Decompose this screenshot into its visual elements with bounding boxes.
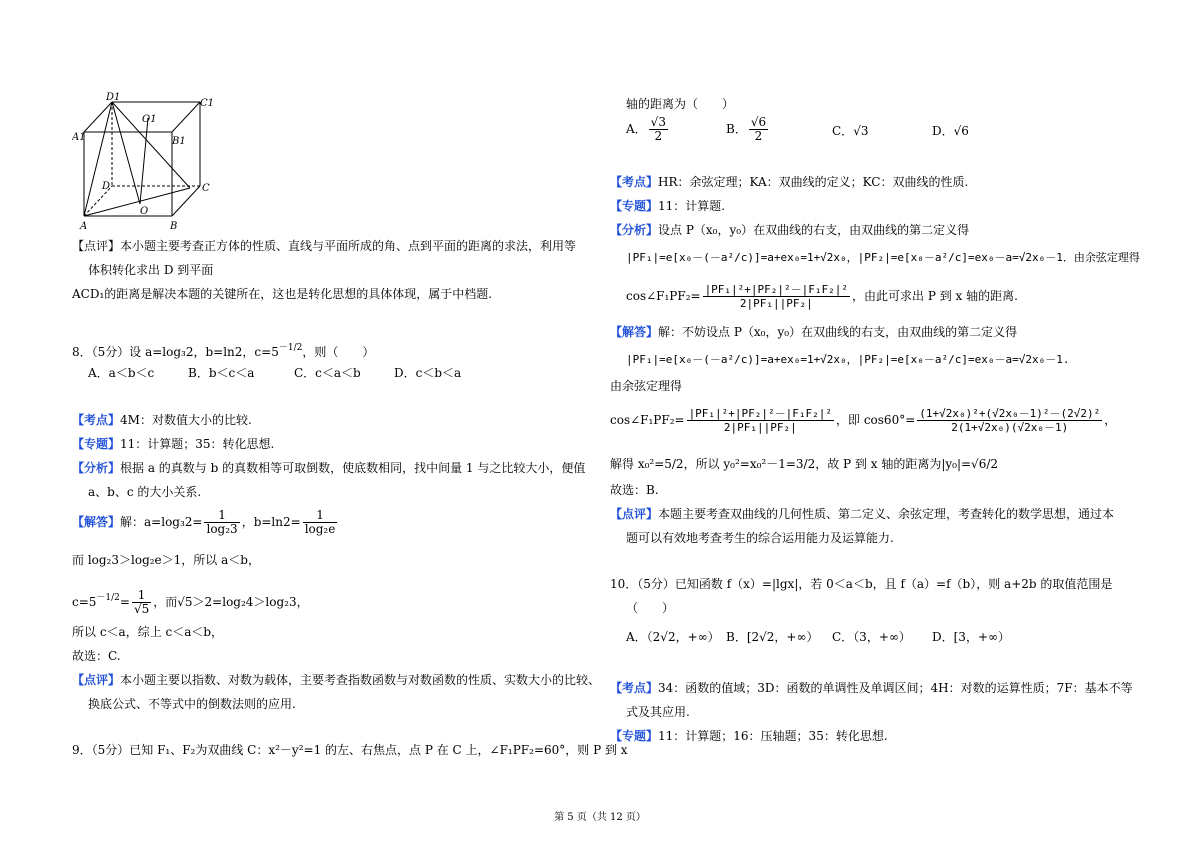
q8-jieda-frac1-num: 1 bbox=[204, 509, 239, 523]
dianping-intro: 【点评】本小题主要考查正方体的性质、直线与平面所成的角、点到平面的距离的求法，利用等 bbox=[72, 239, 577, 253]
q9-jieda4-num1: |PF₁|²+|PF₂|²－|F₁F₂|² bbox=[688, 407, 833, 420]
q9-kaodian-tag: 【考点】 bbox=[610, 175, 659, 189]
q9-stem: 9．（5分）已知 F₁、F₂为双曲线 C：x²－y²=1 的左、右焦点，点 P 在 C 上，∠F₁PF₂=60°，则 P 到 x bbox=[72, 743, 628, 757]
q8-line-2: 而 log₂3＞log₂e＞1，所以 a＜b， bbox=[72, 553, 260, 567]
q9-zhuanti-text: 11：计算题. bbox=[658, 199, 726, 213]
q8-jieda-frac1-den: log₂3 bbox=[206, 522, 238, 536]
q8-line-3 bbox=[72, 584, 309, 616]
q9-fenxi3-b: ，由此可求出 P 到 x 轴的距离. bbox=[852, 289, 1018, 303]
q9-option-a-num: √3 bbox=[650, 115, 666, 129]
q9-jieda4-fraction-2 bbox=[917, 407, 1102, 434]
q9-jieda4-c: ， bbox=[1104, 413, 1117, 427]
q8-fenxi bbox=[72, 460, 585, 476]
q8-jieda-fraction-1 bbox=[204, 509, 239, 536]
q9-jieda-2: |PF₁|=e[x₀－(－a²/c)]=a+ex₀=1+√2x₀，|PF₂|=e[x₀－a²/c]=ex₀－a=√2x₀－1. bbox=[626, 353, 1070, 366]
q10-option-d: D．[3，+∞） bbox=[932, 630, 1010, 644]
figure-label-c: C bbox=[202, 183, 210, 194]
q9-option-a bbox=[626, 116, 670, 143]
q10-option-c: C．（3，+∞） bbox=[832, 630, 911, 644]
q9-option-c bbox=[832, 122, 868, 139]
q9-fenxi3-a: cos∠F₁PF₂= bbox=[626, 289, 701, 303]
q8-jieda-tag: 【解答】 bbox=[72, 515, 121, 529]
q9-option-b-num: √6 bbox=[750, 115, 767, 129]
q10-kaodian bbox=[610, 680, 1133, 696]
q8-fenxi-tag: 【分析】 bbox=[72, 461, 121, 475]
q10-stem: 10．（5分）已知函数 f（x）=|lgx|，若 0＜a＜b，且 f（a）=f（b），则 a+2b 的取值范围是 bbox=[610, 577, 1113, 591]
q9-option-a-frac bbox=[649, 116, 668, 143]
figure-label-a1: A1 bbox=[72, 132, 86, 143]
q8-option-c: C．c＜a＜b bbox=[294, 366, 361, 380]
q8-stem bbox=[72, 340, 374, 360]
q10-zhuanti bbox=[610, 728, 888, 744]
q8-jieda-text: 解：a=log₃2= bbox=[120, 515, 203, 529]
dianping-intro-2: 体积转化求出 D 到平面 bbox=[88, 263, 214, 277]
q9-option-d-value: √6 bbox=[953, 124, 969, 138]
q9-jieda4-b: ，即 cos60°= bbox=[836, 413, 916, 427]
figure-label-d1: D1 bbox=[106, 92, 121, 103]
q10-option-b: B．[2√2，+∞） bbox=[726, 630, 819, 644]
q8-stem-exponent: －1/2 bbox=[278, 343, 303, 353]
q9-option-c-label: C． bbox=[832, 124, 854, 138]
page-footer: 第 5 页（共 12 页） bbox=[554, 812, 646, 823]
q9-option-b-den: 2 bbox=[754, 129, 763, 143]
q10-paren: （ ） bbox=[626, 601, 675, 615]
q9-jieda4-den1: 2|PF₁||PF₂| bbox=[723, 421, 797, 434]
q9-option-b-frac bbox=[749, 116, 768, 143]
q10-kaodian-tag: 【考点】 bbox=[610, 681, 659, 695]
q8-jieda-mid: ，b=ln2= bbox=[241, 515, 301, 529]
figure-label-b1: B1 bbox=[172, 136, 186, 147]
q8-stem-text: 8．（5分）设 a=log₃2，b=ln2，c=5 bbox=[72, 345, 279, 359]
q8-fenxi-2: a、b、c 的大小关系. bbox=[88, 485, 202, 499]
q9-dianping-tag: 【点评】 bbox=[610, 507, 659, 521]
q9-jieda4-num2: (1+√2x₀)²+(√2x₀－1)²－(2√2)² bbox=[919, 407, 1101, 420]
q9-dianping bbox=[610, 506, 1114, 522]
q8-fenxi-text: 根据 a 的真数与 b 的真数相等可取倒数，使底数相同，找中间量 1 与之比较大小，便值 bbox=[120, 461, 586, 475]
q9-zhuanti-tag: 【专题】 bbox=[610, 199, 659, 213]
q8-kaodian bbox=[72, 412, 252, 428]
q9-option-d-label: D． bbox=[932, 124, 954, 138]
q9-jieda-6: 故选：B. bbox=[610, 483, 659, 497]
figure-label-a: A bbox=[80, 221, 88, 232]
q9-jieda4-fraction-1 bbox=[687, 407, 834, 434]
q8-dianping-tag: 【点评】 bbox=[72, 673, 121, 687]
q9-option-b-label: B． bbox=[726, 122, 747, 136]
q9-jieda-3: 由余弦定理得 bbox=[610, 379, 683, 393]
q9-dianping-text: 本题主要考查双曲线的几何性质、第二定义、余弦定理，考查转化的数学思想，通过本 bbox=[658, 507, 1115, 521]
q8-jieda-frac2-den: log₂e bbox=[304, 522, 336, 536]
q9-jieda bbox=[610, 324, 1017, 340]
q9-jieda-tag: 【解答】 bbox=[610, 325, 659, 339]
q9-fenxi bbox=[610, 222, 969, 238]
q9-stem-continued: 轴的距离为（ ） bbox=[626, 97, 735, 111]
dianping-intro-3: ACD₁的距离是解决本题的关键所在，这也是转化思想的具体体现，属于中档题. bbox=[72, 287, 493, 301]
q9-option-b bbox=[726, 116, 770, 143]
q9-fenxi-2: |PF₁|=e[x₀－(－a²/c)]=a+ex₀=1+√2x₀，|PF₂|=e[x₀－a²/c]=ex₀－a=√2x₀－1．由余弦定理得 bbox=[626, 251, 1140, 264]
q8-zhuanti-text: 11：计算题；35：转化思想. bbox=[120, 437, 275, 451]
figure-label-d: D bbox=[102, 181, 111, 192]
q9-kaodian bbox=[610, 174, 968, 190]
q8-option-d: D．c＜b＜a bbox=[394, 366, 462, 380]
q9-fenxi-text: 设点 P（x₀，y₀）在双曲线的右支，由双曲线的第二定义得 bbox=[658, 223, 970, 237]
q9-jieda-text: 解：不妨设点 P（x₀，y₀）在双曲线的右支，由双曲线的第二定义得 bbox=[658, 325, 1018, 339]
q8-line3-fraction bbox=[132, 589, 151, 616]
q9-fenxi-tag: 【分析】 bbox=[610, 223, 659, 237]
q9-option-a-den: 2 bbox=[654, 129, 663, 143]
q9-zhuanti bbox=[610, 198, 725, 214]
q8-kaodian-text: 4M：对数值大小的比较. bbox=[120, 413, 252, 427]
q8-kaodian-tag: 【考点】 bbox=[72, 413, 121, 427]
q9-fenxi-3 bbox=[626, 280, 1018, 312]
q8-dianping-2: 换底公式、不等式中的倒数法则的应用. bbox=[88, 697, 296, 711]
q8-jieda-fraction-2 bbox=[303, 509, 338, 536]
figure-label-b: B bbox=[170, 221, 178, 232]
q9-option-d bbox=[932, 122, 969, 139]
q10-zhuanti-text: 11：计算题；16：压轴题；35：转化思想. bbox=[658, 729, 888, 743]
figure-label-o1: O1 bbox=[142, 114, 157, 125]
figure-label-o: O bbox=[140, 206, 149, 217]
q8-option-b: B．b＜c＜a bbox=[188, 366, 255, 380]
q8-line3-c: ，而√5＞2=log₂4＞log₂3， bbox=[153, 595, 309, 609]
q8-dianping-text: 本小题主要以指数、对数为载体，主要考查指数函数与对数函数的性质、实数大小的比较、 bbox=[120, 673, 601, 687]
q8-jieda-frac2-num: 1 bbox=[303, 509, 338, 523]
q9-jieda-5: 解得 x₀²=5/2，所以 y₀²=x₀²－1=3/2，故 P 到 x 轴的距离为|y₀|=√6/2 bbox=[610, 457, 999, 471]
q9-fenxi3-num: |PF₁|²+|PF₂|²－|F₁F₂|² bbox=[704, 283, 849, 296]
q8-option-a: A．a＜b＜c bbox=[88, 366, 155, 380]
q9-fenxi3-den: 2|PF₁||PF₂| bbox=[739, 297, 813, 310]
q10-option-a: A．（2√2，+∞） bbox=[626, 630, 720, 644]
q8-zhuanti bbox=[72, 436, 274, 452]
q8-line3-frac-den: √5 bbox=[133, 602, 150, 616]
q8-line3-exponent: －1/2 bbox=[96, 593, 120, 603]
q8-line-5: 故选：C. bbox=[72, 649, 121, 663]
q8-zhuanti-tag: 【专题】 bbox=[72, 437, 121, 451]
cube-figure bbox=[72, 92, 222, 232]
q9-jieda4-den2: 2(1+√2x₀)(√2x₀－1) bbox=[951, 421, 1069, 434]
q9-jieda4-a: cos∠F₁PF₂= bbox=[610, 413, 685, 427]
q8-line3-frac-num: 1 bbox=[132, 589, 151, 603]
q8-line3-a: c=5 bbox=[72, 595, 97, 609]
q8-dianping bbox=[72, 672, 600, 688]
q8-line3-eq: = bbox=[119, 595, 130, 609]
q8-jieda bbox=[72, 508, 339, 536]
q10-kaodian-2: 式及其应用. bbox=[626, 705, 690, 719]
q9-option-a-label: A． bbox=[626, 122, 647, 136]
q8-stem-tail: ，则（ ） bbox=[302, 345, 375, 359]
q9-jieda-4 bbox=[610, 404, 1116, 436]
q10-kaodian-text: 34：函数的值域；3D：函数的单调性及单调区间；4H：对数的运算性质；7F：基本不等 bbox=[658, 681, 1133, 695]
q9-fenxi3-fraction bbox=[703, 283, 850, 310]
q9-dianping-2: 题可以有效地考查考生的综合运用能力及运算能力. bbox=[626, 531, 894, 545]
q8-line-4: 所以 c＜a，综上 c＜a＜b， bbox=[72, 625, 224, 639]
q9-option-c-value: √3 bbox=[853, 124, 869, 138]
q10-zhuanti-tag: 【专题】 bbox=[610, 729, 659, 743]
figure-label-c1: C1 bbox=[200, 98, 215, 109]
q9-kaodian-text: HR：余弦定理；KA：双曲线的定义；KC：双曲线的性质. bbox=[658, 175, 969, 189]
